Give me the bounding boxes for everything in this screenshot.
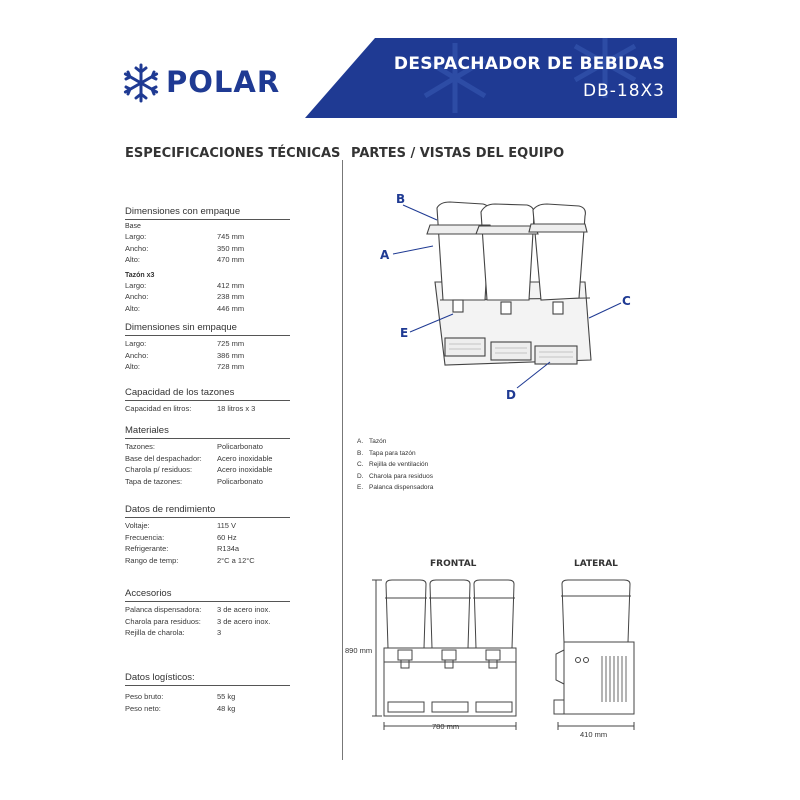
spec-row: [125, 476, 290, 488]
product-title: DESPACHADOR DE BEBIDAS: [393, 54, 665, 74]
spec-row: [125, 403, 290, 415]
lateral-width-dim: 410 mm: [580, 730, 608, 739]
spec-value: 48 kg: [217, 703, 236, 713]
legend-item: [357, 459, 433, 471]
spec-value: 3 de acero inox.: [217, 616, 271, 626]
spec-group-rendimiento: [125, 504, 290, 566]
frontal-view-drawing: [368, 572, 528, 742]
spec-key: Ancho:: [125, 350, 149, 360]
banner-background: [305, 38, 677, 118]
spec-value: 728 mm: [217, 362, 245, 371]
spec-key: Charola p/ residuos:: [125, 465, 193, 474]
spec-group-title: Dimensiones sin empaque: [125, 322, 290, 336]
spec-value: 350 mm: [217, 243, 245, 253]
part-label-b: B: [396, 192, 406, 206]
spec-value: 238 mm: [217, 292, 245, 301]
spec-row: [125, 691, 290, 703]
column-divider: [342, 160, 343, 760]
spec-value: 115 V: [217, 521, 237, 530]
spec-row: [125, 703, 290, 715]
spec-subheading: Tazón x3: [125, 271, 155, 279]
spec-value: 412 mm: [217, 280, 245, 290]
spec-value: 386 mm: [217, 350, 245, 360]
legend-text: Charola para residuos: [369, 472, 433, 480]
spec-key: Ancho:: [125, 243, 149, 253]
spec-key: Alto:: [125, 362, 141, 371]
spec-row: [125, 555, 290, 567]
spec-value: Acero inoxidable: [217, 453, 273, 463]
spec-row: [125, 361, 290, 373]
spec-group-title: Datos de rendimiento: [125, 504, 290, 518]
spec-value: 55 kg: [217, 692, 236, 701]
legend-text: Palanca dispensadora: [369, 484, 434, 491]
spec-value: Acero inoxidable: [217, 465, 273, 474]
spec-value: 3 de acero inox.: [217, 605, 271, 614]
spec-key: Base del despachador:: [125, 453, 202, 463]
spec-group-title: Materiales: [125, 425, 290, 439]
spec-key: Largo:: [125, 232, 147, 241]
spec-key: Peso bruto:: [125, 692, 164, 701]
tap-c: [553, 302, 563, 314]
spec-group-capacidad: [125, 387, 290, 415]
spec-row: [125, 627, 290, 639]
spec-row: [125, 303, 290, 315]
lateral-view-title: LATERAL: [574, 559, 618, 569]
spec-group-title: Capacidad de los tazones: [125, 387, 290, 401]
tap-b: [501, 302, 511, 314]
spec-group-sin-empaque: [125, 322, 290, 373]
spec-group-title: Dimensiones con empaque: [125, 206, 290, 220]
spec-value: 3: [217, 628, 222, 637]
spec-subheading: Base: [125, 223, 141, 230]
spec-key: Peso neto:: [125, 703, 161, 713]
spec-row: [125, 338, 290, 350]
legend-text: Tazón: [369, 438, 387, 445]
legend-text: Tapa para tazón: [369, 449, 416, 457]
spec-value: 745 mm: [217, 232, 245, 241]
bowl-c: [533, 204, 585, 300]
spec-value: 2°C a 12°C: [217, 555, 255, 565]
parts-diagram: [345, 190, 645, 405]
spec-row: [125, 464, 290, 476]
spec-key: Rejilla de charola:: [125, 628, 185, 637]
spec-key: Palanca dispensadora:: [125, 605, 202, 614]
header-banner: [305, 38, 677, 118]
legend-item: [357, 482, 433, 494]
legend-letter: B.: [357, 449, 364, 457]
frontal-height-dim: 890 mm: [345, 646, 373, 655]
spec-row: [125, 604, 290, 616]
part-label-a: A: [380, 248, 390, 262]
spec-group-con-empaque: [125, 206, 290, 314]
spec-key: Alto:: [125, 303, 141, 313]
spec-row: [125, 254, 290, 266]
product-model: DB-18X3: [583, 81, 665, 101]
spec-row: [125, 453, 290, 465]
part-label-c: C: [622, 294, 631, 308]
lid-b: [476, 226, 538, 234]
spec-row: [125, 350, 290, 362]
spec-group-title: Datos logísticos:: [125, 672, 290, 686]
snowflake-icon: [120, 62, 162, 104]
legend-letter: D.: [357, 472, 364, 480]
spec-row: [125, 243, 290, 255]
spec-row: [125, 543, 290, 555]
spec-key: Tazones:: [125, 442, 156, 451]
legend-item: [357, 448, 433, 460]
bowl-b: [481, 204, 534, 300]
spec-row: [125, 616, 290, 628]
spec-row: [125, 441, 290, 453]
part-label-d: D: [506, 388, 516, 402]
spec-group-title: Accesorios: [125, 588, 290, 602]
spec-row: [125, 532, 290, 544]
parts-section-title: PARTES / VISTAS DEL EQUIPO: [351, 146, 565, 161]
spec-key: Refrigerante:: [125, 544, 169, 553]
spec-key: Capacidad en litros:: [125, 404, 192, 413]
spec-value: 60 Hz: [217, 532, 237, 542]
lateral-view-drawing: [550, 572, 645, 742]
brand-name: POLAR: [166, 65, 281, 99]
spec-value: Policarbonato: [217, 442, 263, 451]
legend-item: [357, 471, 433, 483]
spec-row: [125, 280, 290, 292]
drip-tray-c: [535, 346, 577, 364]
spec-key: Ancho:: [125, 292, 149, 301]
polar-logo: [120, 62, 281, 106]
frontal-view-title: FRONTAL: [430, 559, 477, 569]
spec-row: [125, 231, 290, 243]
spec-value: 725 mm: [217, 339, 245, 348]
drip-tray-a: [445, 338, 485, 356]
legend-letter: A.: [357, 438, 364, 445]
legend-text: Rejilla de ventilación: [369, 461, 429, 468]
spec-value: R134a: [217, 544, 240, 553]
spec-group-accesorios: [125, 588, 290, 639]
spec-row: [125, 520, 290, 532]
legend-letter: E.: [357, 484, 364, 491]
spec-key: Voltaje:: [125, 521, 150, 530]
specs-section-title: ESPECIFICACIONES TÉCNICAS: [125, 146, 341, 161]
parts-legend: [357, 436, 433, 494]
spec-key: Tapa de tazones:: [125, 476, 183, 486]
spec-group-materiales: [125, 425, 290, 487]
lid-c: [529, 224, 587, 232]
part-label-e: E: [400, 326, 409, 340]
spec-key: Frecuencia:: [125, 532, 165, 542]
spec-value: Policarbonato: [217, 476, 263, 486]
spec-row: [125, 291, 290, 303]
spec-key: Largo:: [125, 280, 147, 290]
spec-value: 18 litros x 3: [217, 404, 256, 413]
spec-value: 446 mm: [217, 303, 245, 313]
spec-key: Alto:: [125, 255, 141, 264]
spec-group-logisticos: [125, 672, 290, 714]
frontal-width-dim: 780 mm: [432, 722, 460, 731]
drip-tray-b: [491, 342, 531, 360]
spec-key: Charola para residuos:: [125, 616, 201, 626]
legend-letter: C.: [357, 461, 364, 468]
spec-value: 470 mm: [217, 255, 245, 264]
spec-key: Largo:: [125, 339, 147, 348]
legend-item: [357, 436, 433, 448]
tap-a: [453, 300, 463, 312]
spec-key: Rango de temp:: [125, 555, 179, 565]
